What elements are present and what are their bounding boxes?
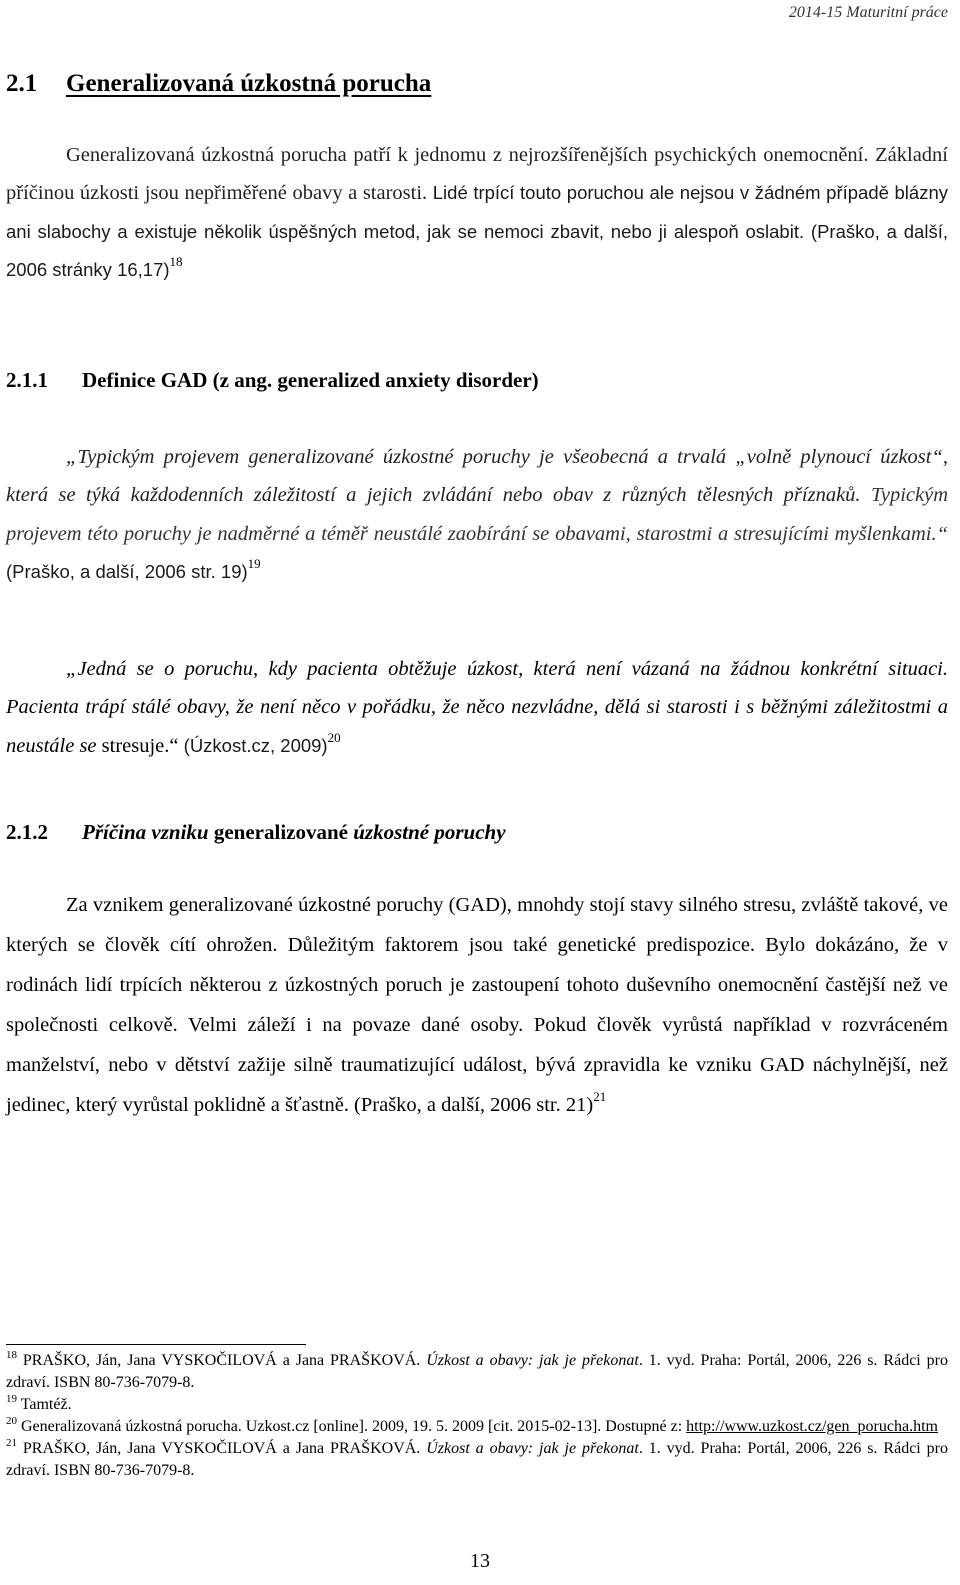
section-title: Generalizovaná úzkostná porucha [66,70,432,97]
footnote-text: Tamtéž. [17,1396,72,1413]
quote-definition-2 [6,650,948,765]
footnote-title: Úzkost a obavy: jak je překonat [426,1440,639,1457]
footnote-ref: 20 [327,729,341,745]
footnote-text: Generalizovaná úzkostná porucha. Uzkost.cz [online]. 2009, 19. 5. 2009 [cit. 2015-02-13]. Dostupné z: [17,1418,687,1435]
section-title: Definice GAD (z ang. generalized anxiety disorder) [82,368,539,392]
footnote-link[interactable]: http://www.uzkost.cz/gen_porucha.htm [686,1418,938,1435]
footnote-ref: 21 [593,1089,607,1104]
quote-text-plain: stresuje.“ [101,734,179,757]
page-number: 13 [470,1550,490,1572]
footnote-ref: 19 [247,556,261,572]
footnotes [6,1350,948,1482]
section-heading-2-1-2 [6,820,506,845]
footnote-item [6,1394,948,1416]
footnote-number: 20 [6,1415,17,1427]
footnote-title: Úzkost a obavy: jak je překonat [426,1352,639,1369]
section-heading-2-1 [6,70,431,98]
footnote-separator [6,1344,306,1345]
footnote-number: 18 [6,1349,17,1361]
footnote-ref: 18 [169,254,183,270]
section-title-italic: Příčina vzniku [82,820,209,844]
footnote-item [6,1350,948,1394]
footnote-text: . 1. vyd. Praha: Portál, 2006, 226 s. Rádci pro zdraví. ISBN 80-736-7079-8. [6,1440,948,1479]
paragraph-gad-causes [6,885,948,1125]
footnote-text: PRAŠKO, Ján, Jana VYSKOČILOVÁ a Jana PRAŠKOVÁ. [17,1352,427,1369]
section-title-italic: úzkostné poruchy [353,820,506,844]
quote-text: „Jedná se o poruchu, kdy pacienta obtěžuje úzkost, která není vázaná na žádnou konkrétní situaci. Pacienta trápí stálé obavy, že není něco v pořádku, že něco nezvládne, dělá si starosti i s běžnými záležitostmi a neustále se [6,658,948,757]
quote-text: „Typickým projevem generalizované úzkostné poruchy je všeobecná a trvalá „volně plynoucí úzkost“, která se týká každodenních záležitostí a jejich zvládání nebo obav z různých tělesných příznaků. [6,446,948,507]
footnote-item [6,1438,948,1482]
footnote-number: 21 [6,1437,17,1449]
footnote-text: PRAŠKO, Ján, Jana VYSKOČILOVÁ a Jana PRAŠKOVÁ. [17,1440,427,1457]
section-heading-2-1-1 [6,368,539,393]
paragraph-gad-intro [6,136,948,290]
paragraph-text: Za vznikem generalizované úzkostné poruchy (GAD), mnohdy stojí stavy silného stresu, zvláště takové, ve kterých se člověk cítí ohrožen. Důležitým faktorem jsou také genetické predispozice. Bylo dokázáno, že v rodinách lidí trpících některou z úzkostných poruch je zastoupení tohoto duševního onemocnění častější než ve společnosti celkově. Velmi záleží i na povaze dané osoby. Pokud člověk vyrůstá například v rozvráceném manželství, nebo v dětství zažije silně traumatizující událost, bývá zpravidla ke vzniku GAD náchylnější, než jedinec, který vyrůstal poklidně a šťastně. (Praško, a další, 2006 str. 21) [6,894,948,1116]
section-title-plain: generalizované [208,820,354,844]
footnote-number: 19 [6,1393,17,1405]
quote-citation: (Praško, a další, 2006 str. 19) [6,561,248,583]
footnote-text: . 1. vyd. Praha: Portál, 2006, 226 s. Rádci pro zdraví. ISBN 80-736-7079-8. [6,1352,948,1391]
quote-text-continued: Typickým projevem této poruchy je nadměrné a téměř neustálé zaobírání se obavami, starostmi a stresujícími myšlenkami.“ [6,484,948,545]
page-header: 2014-15 Maturitní práce [788,4,948,21]
quote-definition-1 [6,438,948,592]
footnote-item [6,1416,948,1438]
section-number: 2.1 [6,70,38,97]
paragraph-text-serif: Generalizovaná úzkostná porucha patří k jednomu z nejrozšířenějších psychických onemocnění. Základní příčinou úzkosti jsou nepřiměřené obavy a starosti. [6,144,948,205]
quote-citation: (Úzkost.cz, 2009) [178,734,328,756]
paragraph-text-sans: Lidé trpící touto poruchou ale nejsou v žádném případě blázny ani slabochy a existuje několik úspěšných metod, jak se nemoci zbavit, nebo ji alespoň oslabit. (Praško, a další, 2006 stránky 16,17) [6,182,948,281]
section-number: 2.1.1 [6,368,48,392]
section-number: 2.1.2 [6,820,48,844]
